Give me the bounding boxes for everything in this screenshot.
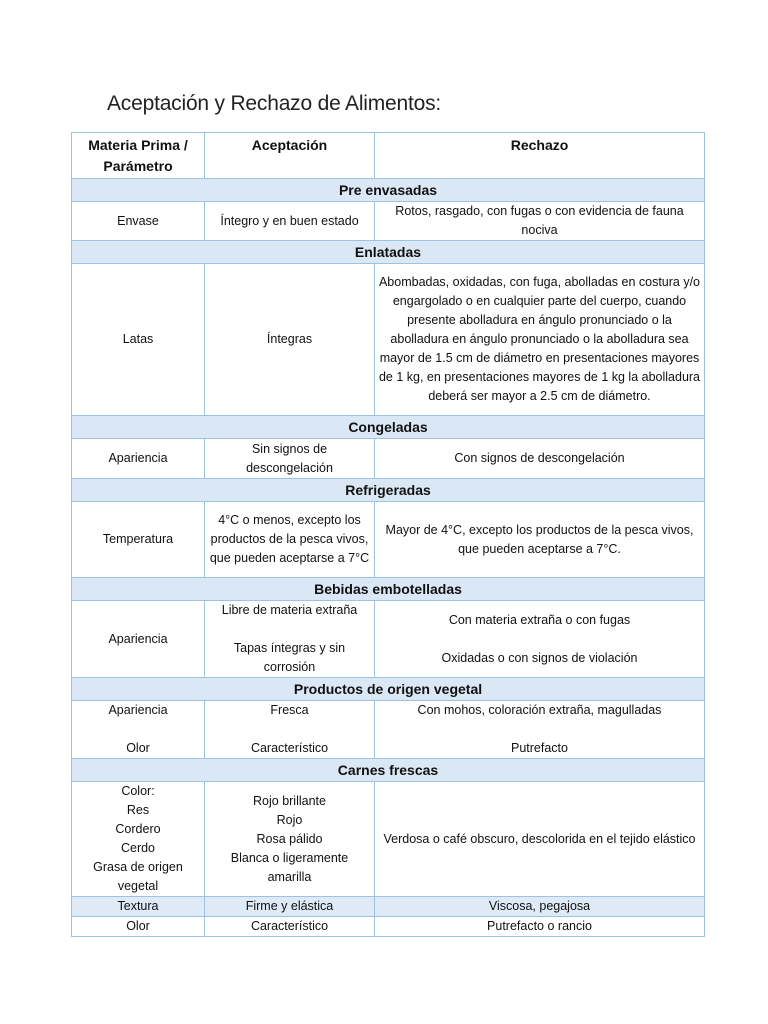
cell-acept: Íntegro y en buen estado <box>205 202 375 241</box>
section-row <box>72 479 705 502</box>
header-aceptacion: Aceptación <box>205 133 375 179</box>
cell-acept: Íntegras <box>205 264 375 416</box>
rech-line-2: Putrefacto <box>511 741 568 755</box>
param-line-1: Apariencia <box>108 703 168 717</box>
cell-param: Apariencia <box>72 601 205 678</box>
cell-param: Temperatura <box>72 502 205 578</box>
table-row <box>72 601 705 678</box>
section-row <box>72 578 705 601</box>
acept-line-2: Tapas íntegras y sin corrosión <box>233 641 346 674</box>
rech-line-1: Con materia extraña o con fugas <box>448 612 631 627</box>
cell-param <box>72 701 205 759</box>
rech-line-2: Oxidadas o con signos de violación <box>441 650 638 665</box>
cell-rech: Putrefacto o rancio <box>375 917 705 937</box>
table-row <box>72 502 705 578</box>
cell-param: Latas <box>72 264 205 416</box>
rech-line-1: Con mohos, coloración extraña, magulladas <box>417 703 662 717</box>
param-line-2: Olor <box>126 741 150 755</box>
food-acceptance-table <box>71 132 705 937</box>
cell-rech <box>375 701 705 759</box>
table-header-row <box>72 133 705 179</box>
header-materia-prima: Materia Prima / Parámetro <box>72 133 205 179</box>
cell-rech: Viscosa, pegajosa <box>375 897 705 917</box>
table-row <box>72 701 705 759</box>
cell-param: Olor <box>72 917 205 937</box>
section-vegetal: Productos de origen vegetal <box>72 678 705 701</box>
page-title: Aceptación y Rechazo de Alimentos: <box>107 92 442 115</box>
section-enlatadas: Enlatadas <box>72 241 705 264</box>
table-row <box>72 897 705 917</box>
table-row <box>72 917 705 937</box>
table-row <box>72 202 705 241</box>
section-bebidas: Bebidas embotelladas <box>72 578 705 601</box>
section-row <box>72 179 705 202</box>
section-row <box>72 241 705 264</box>
cell-rech: Con signos de descongelación <box>375 439 705 479</box>
section-row <box>72 759 705 782</box>
cell-rech: Rotos, rasgado, con fugas o con evidencia de fauna nociva <box>375 202 705 241</box>
section-preenvasadas: Pre envasadas <box>72 179 705 202</box>
cell-param: Color: Res Cordero Cerdo Grasa de origen vegetal <box>72 782 205 897</box>
cell-acept: Sin signos de descongelación <box>205 439 375 479</box>
table-row <box>72 782 705 897</box>
section-congeladas: Congeladas <box>72 416 705 439</box>
acept-line-1: Libre de materia extraña <box>221 603 358 617</box>
section-row <box>72 678 705 701</box>
section-refrigeradas: Refrigeradas <box>72 479 705 502</box>
section-carnes: Carnes frescas <box>72 759 705 782</box>
cell-param: Envase <box>72 202 205 241</box>
section-row <box>72 416 705 439</box>
cell-acept: Rojo brillante Rojo Rosa pálido Blanca o ligeramente amarilla <box>205 782 375 897</box>
cell-acept <box>205 601 375 678</box>
table-row <box>72 439 705 479</box>
cell-acept: Característico <box>205 917 375 937</box>
cell-acept: 4°C o menos, excepto los productos de la pesca vivos, que pueden aceptarse a 7°C <box>205 502 375 578</box>
cell-rech: Mayor de 4°C, excepto los productos de la pesca vivos, que pueden aceptarse a 7°C. <box>375 502 705 578</box>
cell-rech: Verdosa o café obscuro, descolorida en el tejido elástico <box>375 782 705 897</box>
table-row <box>72 264 705 416</box>
cell-acept: Firme y elástica <box>205 897 375 917</box>
cell-param: Apariencia <box>72 439 205 479</box>
header-rechazo: Rechazo <box>375 133 705 179</box>
cell-acept <box>205 701 375 759</box>
cell-rech: Abombadas, oxidadas, con fuga, abolladas en costura y/o engargolado o en cualquier parte del cuerpo, cuando presente abolladura en ángulo pronunciado o la abolladura en ángulo pronunciado o la abolladura sea mayor de 1.5 cm de diámetro en presentaciones mayores de 1 kg, en presentaciones mayores de 1 kg la abolladura deberá ser mayor a 2.5 cm de diámetro. <box>375 264 705 416</box>
cell-param: Textura <box>72 897 205 917</box>
acept-line-2: Característico <box>250 741 329 755</box>
cell-rech <box>375 601 705 678</box>
acept-line-1: Fresca <box>270 703 309 717</box>
